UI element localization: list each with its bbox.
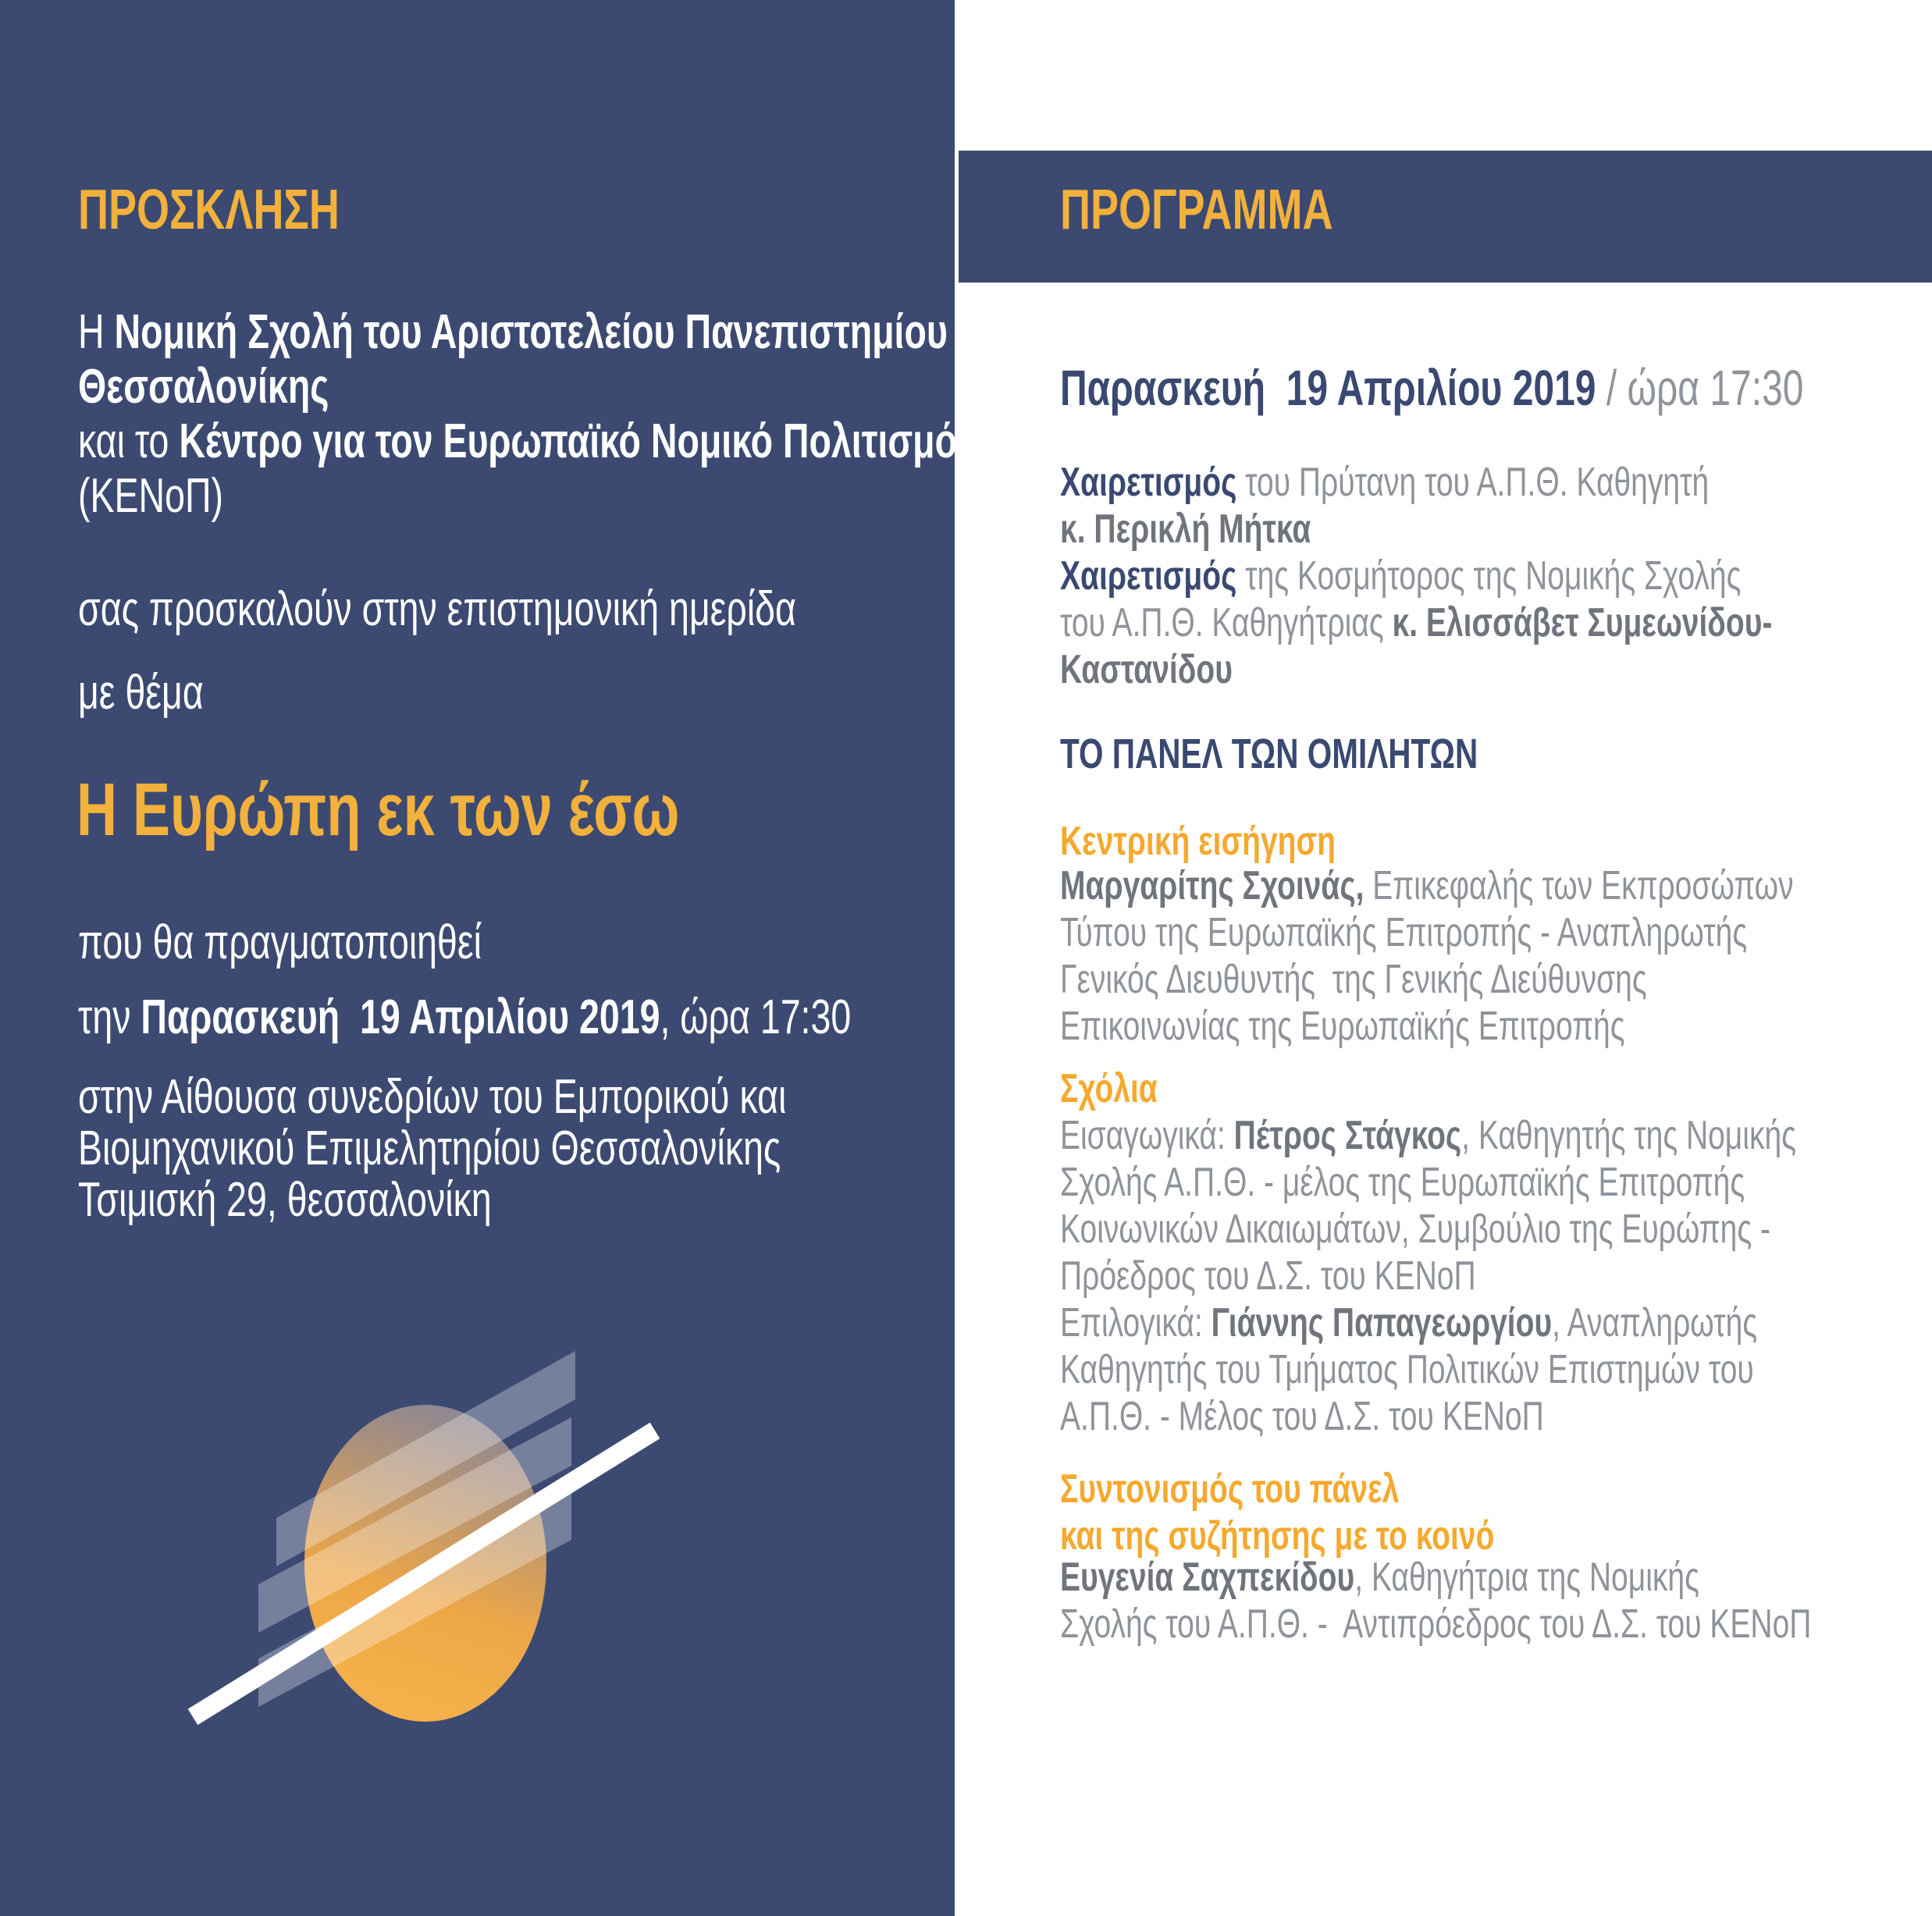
text-segment: Επικεφαλής των Εκπροσώπων <box>1364 863 1794 908</box>
keynote-speaker-block <box>1060 862 1794 1050</box>
text-segment: Τύπου της Ευρωπαϊκής Επιτροπής - Αναπληρωτής <box>1060 910 1748 955</box>
text-segment: Χαιρετισμός <box>1060 460 1237 505</box>
text-segment: Συντονισμός του πάνελ <box>1060 1466 1400 1512</box>
text-line <box>78 990 851 1045</box>
text-segment: / ώρα 17:30 <box>1596 360 1804 416</box>
text-segment: Εισαγωγικά: <box>1060 1113 1234 1158</box>
text-segment: Θεσσαλονίκης <box>78 360 329 414</box>
text-line <box>78 1072 786 1123</box>
text-segment: , Καθηγήτρια της Νομικής <box>1354 1555 1699 1600</box>
comments-heading: Σχόλια <box>1060 1066 1158 1111</box>
text-line <box>78 1175 786 1226</box>
comments-closing-block <box>1060 1299 1757 1440</box>
text-line <box>1060 1554 1811 1601</box>
text-segment: Νομική Σχολή του Αριστοτελείου Πανεπιστημίου <box>114 305 948 359</box>
text-line <box>1060 1112 1796 1159</box>
text-segment: στην Αίθουσα συνεδρίων του Εμπορικού και <box>78 1070 787 1124</box>
invitation-title: ΠΡΟΣΚΛΗΣΗ <box>78 179 340 241</box>
text-segment: Καστανίδου <box>1060 647 1233 692</box>
text-segment: και το <box>78 414 180 468</box>
text-segment: Η <box>78 305 115 359</box>
text-segment: , ώρα 17:30 <box>660 990 852 1044</box>
text-segment: Σχολής Α.Π.Θ. - μέλος της Ευρωπαϊκής Επιτροπής <box>1060 1160 1745 1205</box>
text-line <box>1060 862 1794 909</box>
text-segment: Κοινωνικών Δικαιωμάτων, Συμβούλιο της Ευρώπης - <box>1060 1207 1770 1252</box>
text-segment: Βιομηχανικού Επιμελητηρίου Θεσσαλονίκης <box>78 1122 781 1175</box>
text-segment: (ΚΕΝοΠ) <box>78 469 224 523</box>
text-line <box>1060 1159 1796 1206</box>
moderator-block <box>1060 1554 1811 1648</box>
text-line <box>1060 1206 1796 1253</box>
text-segment: Πρόεδρος του Δ.Σ. του ΚΕΝοΠ <box>1060 1253 1476 1299</box>
text-line <box>1060 1601 1811 1648</box>
text-line <box>78 469 957 524</box>
text-segment: Παρασκευή 19 Απριλίου 2019 <box>141 990 660 1044</box>
program-title: ΠΡΟΓΡΑΜΜΑ <box>1060 179 1333 241</box>
text-segment: Γιάννης Παπαγεωργίου <box>1211 1300 1553 1345</box>
text-segment: κ. Περικλή Μήτκα <box>1060 507 1311 552</box>
text-line <box>1060 909 1794 956</box>
text-line <box>1060 1466 1494 1513</box>
text-segment: Μαργαρίτης Σχοινάς, <box>1060 863 1364 908</box>
event-date-line <box>78 990 851 1045</box>
text-line <box>78 1123 786 1175</box>
text-segment: Παρασκευή 19 Απριλίου 2019 <box>1060 360 1596 416</box>
greetings-block <box>1060 459 1772 693</box>
text-segment: Ευγενία Σαχπεκίδου <box>1060 1555 1355 1600</box>
text-segment: Σχολής του Α.Π.Θ. - Αντιπρόεδρος του Δ.Σ. του ΚΕΝοΠ <box>1060 1601 1812 1647</box>
text-segment: κ. Ελισσάβετ Συμεωνίδου- <box>1392 600 1773 645</box>
text-segment: Επικοινωνίας της Ευρωπαϊκής Επιτροπής <box>1060 1004 1625 1049</box>
text-segment: την <box>78 990 141 1044</box>
text-segment: Επιλογικά: <box>1060 1300 1212 1345</box>
host-institutions <box>78 305 957 524</box>
text-line <box>1060 599 1772 646</box>
text-segment: και της συζήτησης με το κοινό <box>1060 1513 1495 1559</box>
venue-address <box>78 1072 786 1226</box>
moderation-heading <box>1060 1466 1494 1559</box>
text-line <box>1060 1393 1757 1440</box>
text-segment: , Αναπληρωτής <box>1552 1300 1758 1345</box>
text-line <box>1060 1253 1796 1299</box>
text-segment: Γενικός Διευθυντής της Γενικής Διεύθυνσης <box>1060 957 1647 1002</box>
saturn-ellipse-logo-icon <box>117 1342 710 1779</box>
keynote-heading: Κεντρική εισήγηση <box>1060 819 1336 864</box>
text-segment: Κέντρο για τον Ευρωπαϊκό Νομικό Πολιτισμό <box>179 414 958 468</box>
text-line <box>1060 1299 1757 1346</box>
text-segment: Καθηγητής του Τμήματος Πολιτικών Επιστημών του <box>1060 1347 1754 1392</box>
event-title: Η Ευρώπη εκ των έσω <box>76 768 680 851</box>
text-line <box>1060 956 1794 1003</box>
text-line <box>1060 361 1803 415</box>
when-intro-line: που θα πραγματοποιηθεί <box>78 915 482 969</box>
comments-opening-block <box>1060 1112 1796 1299</box>
text-line <box>78 414 957 469</box>
text-line <box>1060 1003 1794 1050</box>
text-segment: Πέτρος Στάγκος <box>1233 1113 1462 1158</box>
text-line <box>1060 646 1772 693</box>
text-segment: του Α.Π.Θ. Καθηγήτριας <box>1060 600 1393 645</box>
text-segment: Χαιρετισμός <box>1060 553 1237 599</box>
invite-line: σας προσκαλούν στην επιστημονική ημερίδα <box>78 582 796 636</box>
text-line <box>78 305 957 360</box>
session-date-line <box>1060 361 1803 415</box>
text-line <box>1060 1346 1757 1393</box>
text-segment: του Πρύτανη του Α.Π.Θ. Καθηγητή <box>1236 460 1710 505</box>
text-line <box>78 360 957 414</box>
text-line <box>1060 459 1772 506</box>
text-segment: της Κοσμήτορος της Νομικής Σχολής <box>1236 553 1742 599</box>
panel-heading: ΤΟ ΠΑΝΕΛ ΤΩΝ ΟΜΙΛΗΤΩΝ <box>1060 730 1478 777</box>
text-line <box>1060 1513 1494 1559</box>
text-segment: Α.Π.Θ. - Μέλος του Δ.Σ. του ΚΕΝοΠ <box>1060 1394 1544 1439</box>
text-line <box>1060 506 1772 553</box>
text-line <box>1060 553 1772 599</box>
theme-label: με θέμα <box>78 666 204 720</box>
text-segment: , Καθηγητής της Νομικής <box>1461 1113 1796 1158</box>
text-segment: Τσιμισκή 29, θεσσαλονίκη <box>78 1173 492 1227</box>
